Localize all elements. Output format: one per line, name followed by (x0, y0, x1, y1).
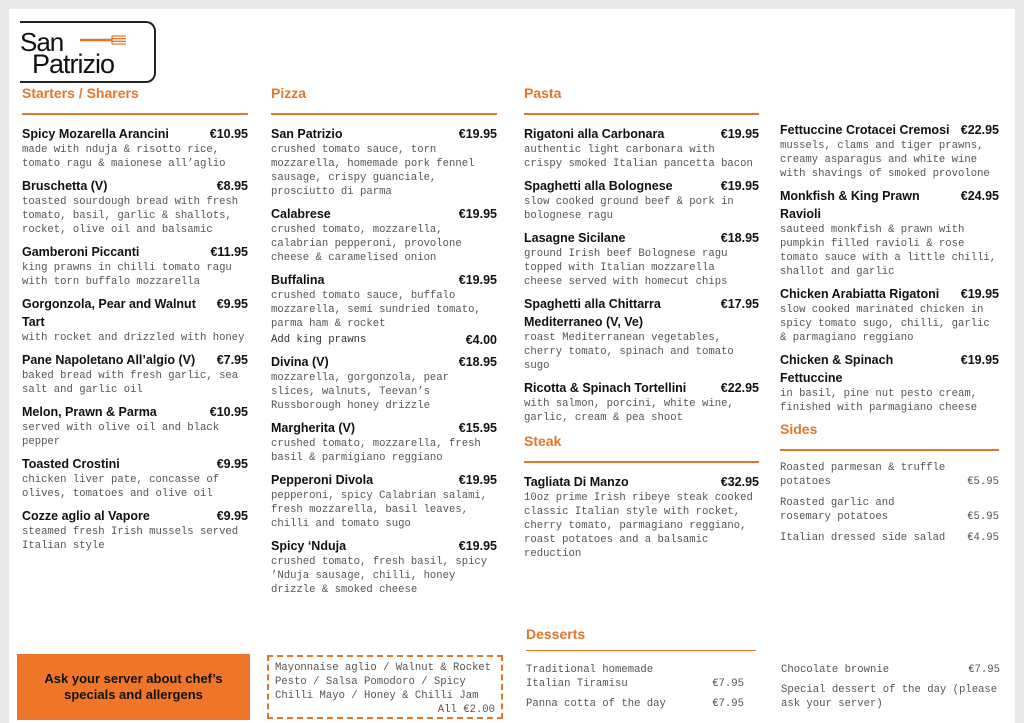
steak-list (524, 473, 759, 561)
pasta-list-2 (780, 121, 999, 415)
dessert-name: Special dessert of the day (please ask your server) (781, 684, 998, 710)
dips-box (267, 655, 503, 719)
addon-label: Add king prawns (271, 334, 367, 346)
menu-item-name: Tagliata Di Manzo (524, 475, 629, 489)
menu-item-header (271, 471, 497, 489)
menu-item-description: pepperoni, spicy Calabrian salami, fresh mozzarella, basil leaves, chilli and tomato sugo (271, 490, 488, 530)
menu-item-price: €9.95 (216, 457, 248, 471)
menu-item-description: crushed tomato, mozzarella, calabrian pepperoni, provolone cheese & caramelised onion (271, 224, 462, 264)
side-name: Roasted garlic and rosemary potatoes (780, 497, 895, 523)
menu-item-name: Toasted Crostini (22, 457, 120, 471)
sides-title: Sides (780, 421, 999, 451)
pasta-column-2 (780, 121, 999, 552)
pizza-title: Pizza (271, 85, 497, 115)
dessert-item (526, 663, 744, 691)
menu-item (271, 205, 497, 265)
menu-item-price: €19.95 (458, 473, 497, 487)
menu-item-name: Buffalina (271, 273, 325, 287)
menu-item (271, 125, 497, 199)
desserts-col1 (526, 663, 744, 711)
dessert-price: €7.95 (712, 678, 744, 690)
menu-item (524, 125, 759, 171)
menu-item-description: with rocket and drizzled with honey (22, 332, 245, 344)
chef-specials-banner (17, 654, 250, 720)
side-name: Roasted parmesan & truffle potatoes (780, 462, 946, 488)
menu-item (524, 177, 759, 223)
menu-item-name: Gorgonzola, Pear and Walnut Tart (22, 297, 196, 329)
desserts-header (526, 626, 756, 661)
menu-item-description: served with olive oil and black pepper (22, 422, 220, 448)
menu-item-name: Bruschetta (V) (22, 179, 108, 193)
menu-item-name: Spaghetti alla Bolognese (524, 179, 673, 193)
menu-item-header (524, 379, 759, 397)
menu-item-description: baked bread with fresh garlic, sea salt and garlic oil (22, 370, 239, 396)
chef-specials-text: Ask your server about chef’s specials and allergens (44, 671, 223, 702)
menu-item-description: toasted sourdough bread with fresh tomato, basil, garlic & shallots, rocket, olive oil and balsamic (22, 196, 239, 236)
logo (20, 21, 156, 83)
addon-row (271, 333, 497, 347)
menu-item-price: €10.95 (209, 405, 248, 419)
menu-item-header (271, 419, 497, 437)
menu-item-description: crushed tomato sauce, buffalo mozzarella, semi sundried tomato, parma ham & rocket (271, 290, 481, 330)
menu-item-header (271, 353, 497, 371)
menu-item (524, 229, 759, 289)
pizza-list (271, 125, 497, 597)
menu-item-description: 10oz prime Irish ribeye steak cooked classic Italian style with rocket, cherry tomato, parmagiano reggiano, roast potatoes and a balsamic reduction (524, 492, 753, 560)
logo-line1: San (20, 27, 64, 57)
menu-item-header (780, 121, 999, 139)
menu-item-header (22, 351, 248, 369)
side-item (780, 496, 999, 524)
menu-item-price: €18.95 (458, 355, 497, 369)
menu-item (271, 537, 497, 597)
menu-item-price: €22.95 (960, 123, 999, 137)
menu-item-description: with salmon, porcini, white wine, garlic, cream & pea shoot (524, 398, 734, 424)
menu-item-name: San Patrizio (271, 127, 343, 141)
menu-item-header (22, 455, 248, 473)
menu-item-description: chicken liver pate, concasse of olives, tomatoes and olive oil (22, 474, 220, 500)
dessert-price: €7.95 (712, 698, 744, 710)
menu-item-price: €8.95 (216, 179, 248, 193)
menu-item-price: €11.95 (210, 245, 248, 259)
menu-item-price: €17.95 (720, 297, 759, 311)
steak-title: Steak (524, 433, 759, 463)
menu-item-name: Spicy ‘Nduja (271, 539, 347, 553)
pizza-column (271, 85, 497, 603)
pasta-column (524, 85, 759, 567)
menu-item (22, 125, 248, 171)
menu-item-price: €19.95 (458, 127, 497, 141)
menu-item-description: slow cooked ground beef & pork in bolognese ragu (524, 196, 734, 222)
menu-item-price: €19.95 (720, 179, 759, 193)
menu-item-header (524, 295, 759, 331)
menu-item-header (22, 507, 248, 525)
dips-price: All €2.00 (437, 704, 495, 716)
menu-item-description: steamed fresh Irish mussels served Italian style (22, 526, 239, 552)
side-name: Italian dressed side salad (780, 532, 946, 544)
menu-item-name: Pane Napoletano All’algio (V) (22, 353, 196, 367)
menu-item (22, 455, 248, 501)
starters-column (22, 85, 248, 559)
menu-item-description: ground Irish beef Bolognese ragu topped with Italian mozzarella cheese served with homecut chips (524, 248, 728, 288)
menu-item-description: slow cooked marinated chicken in spicy tomato sugo, chilli, garlic & parmagiano reggiano (780, 304, 990, 344)
menu-item-name: Spaghetti alla Chittarra Mediterraneo (V, Ve) (524, 297, 661, 329)
menu-item-name: Rigatoni alla Carbonara (524, 127, 665, 141)
desserts-col2 (781, 663, 1000, 711)
menu-item (271, 353, 497, 413)
menu-item (22, 243, 248, 289)
menu-page (9, 9, 1015, 723)
menu-item-name: Lasagne Sicilane (524, 231, 626, 245)
starters-list (22, 125, 248, 553)
menu-item-header (22, 125, 248, 143)
addon-price: €4.00 (465, 333, 497, 347)
menu-item-name: Monkfish & King Prawn Ravioli (780, 189, 920, 221)
menu-item (22, 177, 248, 237)
menu-item-description: made with nduja & risotto rice, tomato ragu & maionese all’aglio (22, 144, 226, 170)
dessert-name: Traditional homemade Italian Tiramisu (526, 664, 654, 690)
menu-item-header (524, 177, 759, 195)
menu-item (271, 471, 497, 531)
menu-item-name: Spicy Mozarella Arancini (22, 127, 169, 141)
menu-item-description: mussels, clams and tiger prawns, creamy asparagus and white wine with shavings of smoked provolone (780, 140, 990, 180)
menu-item (22, 403, 248, 449)
menu-item-header (22, 243, 248, 261)
menu-item-header (780, 285, 999, 303)
dessert-price: €7.95 (968, 664, 1000, 676)
menu-item (780, 187, 999, 279)
menu-item-price: €24.95 (960, 189, 999, 203)
menu-item (524, 295, 759, 373)
menu-item-header (524, 125, 759, 143)
menu-item-description: crushed tomato sauce, torn mozzarella, homemade pork fennel sausage, crispy guanciale, prosciutto di parma (271, 144, 475, 198)
menu-item-name: Chicken Arabiatta Rigatoni (780, 287, 940, 301)
dessert-item (781, 663, 1000, 677)
menu-item-name: Fettuccine Crotacei Cremosi (780, 123, 950, 137)
menu-item-name: Melon, Prawn & Parma (22, 405, 157, 419)
menu-item-price: €9.95 (216, 509, 248, 523)
menu-item-header (271, 271, 497, 289)
side-price: €5.95 (967, 476, 999, 488)
menu-item-description: crushed tomato, mozzarella, fresh basil & parmigiano reggiano (271, 438, 481, 464)
menu-item-description: crushed tomato, fresh basil, spicy ’Nduja sausage, chilli, honey drizzle & smoked cheese (271, 556, 488, 596)
menu-item (22, 295, 248, 345)
menu-item-price: €19.95 (960, 287, 999, 301)
menu-item-description: roast Mediterranean vegetables, cherry tomato, spinach and tomato sugo (524, 332, 734, 372)
menu-item-description: in basil, pine nut pesto cream, finished with parmagiano cheese (780, 388, 978, 414)
menu-item-header (22, 295, 248, 331)
dips-text: Mayonnaise aglio / Walnut & Rocket Pesto / Salsa Pomodoro / Spicy Chilli Mayo / Honey & Chilli Jam (275, 662, 492, 702)
menu-item-name: Chicken & Spinach Fettuccine (780, 353, 894, 385)
dessert-item (781, 683, 1000, 711)
menu-item (524, 379, 759, 425)
desserts-title: Desserts (526, 626, 756, 651)
menu-item-price: €32.95 (720, 475, 759, 489)
menu-item-description: authentic light carbonara with crispy smoked Italian pancetta bacon (524, 144, 753, 170)
fork-icon (80, 35, 128, 45)
menu-item-header (22, 403, 248, 421)
menu-item (271, 419, 497, 465)
menu-item (780, 351, 999, 415)
menu-item-description: sauteed monkfish & prawn with pumpkin filled ravioli & rose tomato sauce with a little chilli, shallot and garlic (780, 224, 997, 278)
menu-item-name: Ricotta & Spinach Tortellini (524, 381, 687, 395)
menu-item-price: €9.95 (216, 297, 248, 311)
menu-item-header (271, 205, 497, 223)
menu-item-name: Divina (V) (271, 355, 329, 369)
menu-item-header (271, 125, 497, 143)
menu-item-price: €19.95 (720, 127, 759, 141)
logo-line2: Patrizio (32, 49, 115, 79)
menu-item-name: Calabrese (271, 207, 331, 221)
menu-item-price: €7.95 (216, 353, 248, 367)
menu-item-price: €10.95 (209, 127, 248, 141)
menu-item (271, 271, 497, 347)
menu-item-price: €19.95 (960, 353, 999, 367)
menu-item-header (524, 473, 759, 491)
menu-item (22, 507, 248, 553)
menu-item-header (780, 187, 999, 223)
menu-item-name: Cozze aglio al Vapore (22, 509, 150, 523)
menu-item (22, 351, 248, 397)
menu-item-price: €19.95 (458, 539, 497, 553)
menu-item-description: mozzarella, gorgonzola, pear slices, walnuts, Teevan’s Russborough honey drizzle (271, 372, 450, 412)
pasta-title: Pasta (524, 85, 759, 115)
menu-item-price: €19.95 (458, 207, 497, 221)
sides-list (780, 461, 999, 545)
menu-item-description: king prawns in chilli tomato ragu with torn buffalo mozzarella (22, 262, 232, 288)
pasta-list (524, 125, 759, 425)
menu-item-price: €19.95 (458, 273, 497, 287)
menu-item (780, 121, 999, 181)
side-price: €4.95 (967, 532, 999, 544)
menu-item-price: €18.95 (720, 231, 759, 245)
starters-title: Starters / Sharers (22, 85, 248, 115)
side-item (780, 531, 999, 545)
dessert-item (526, 697, 744, 711)
dessert-name: Chocolate brownie (781, 664, 890, 676)
menu-item (524, 473, 759, 561)
menu-item-header (524, 229, 759, 247)
menu-item-header (22, 177, 248, 195)
dessert-name: Panna cotta of the day (526, 698, 666, 710)
side-item (780, 461, 999, 489)
menu-item (780, 285, 999, 345)
menu-item-name: Margherita (V) (271, 421, 356, 435)
menu-item-name: Pepperoni Divola (271, 473, 374, 487)
menu-item-price: €22.95 (720, 381, 759, 395)
side-price: €5.95 (967, 511, 999, 523)
menu-item-header (271, 537, 497, 555)
menu-item-price: €15.95 (458, 421, 497, 435)
menu-item-name: Gamberoni Piccanti (22, 245, 140, 259)
menu-item-header (780, 351, 999, 387)
